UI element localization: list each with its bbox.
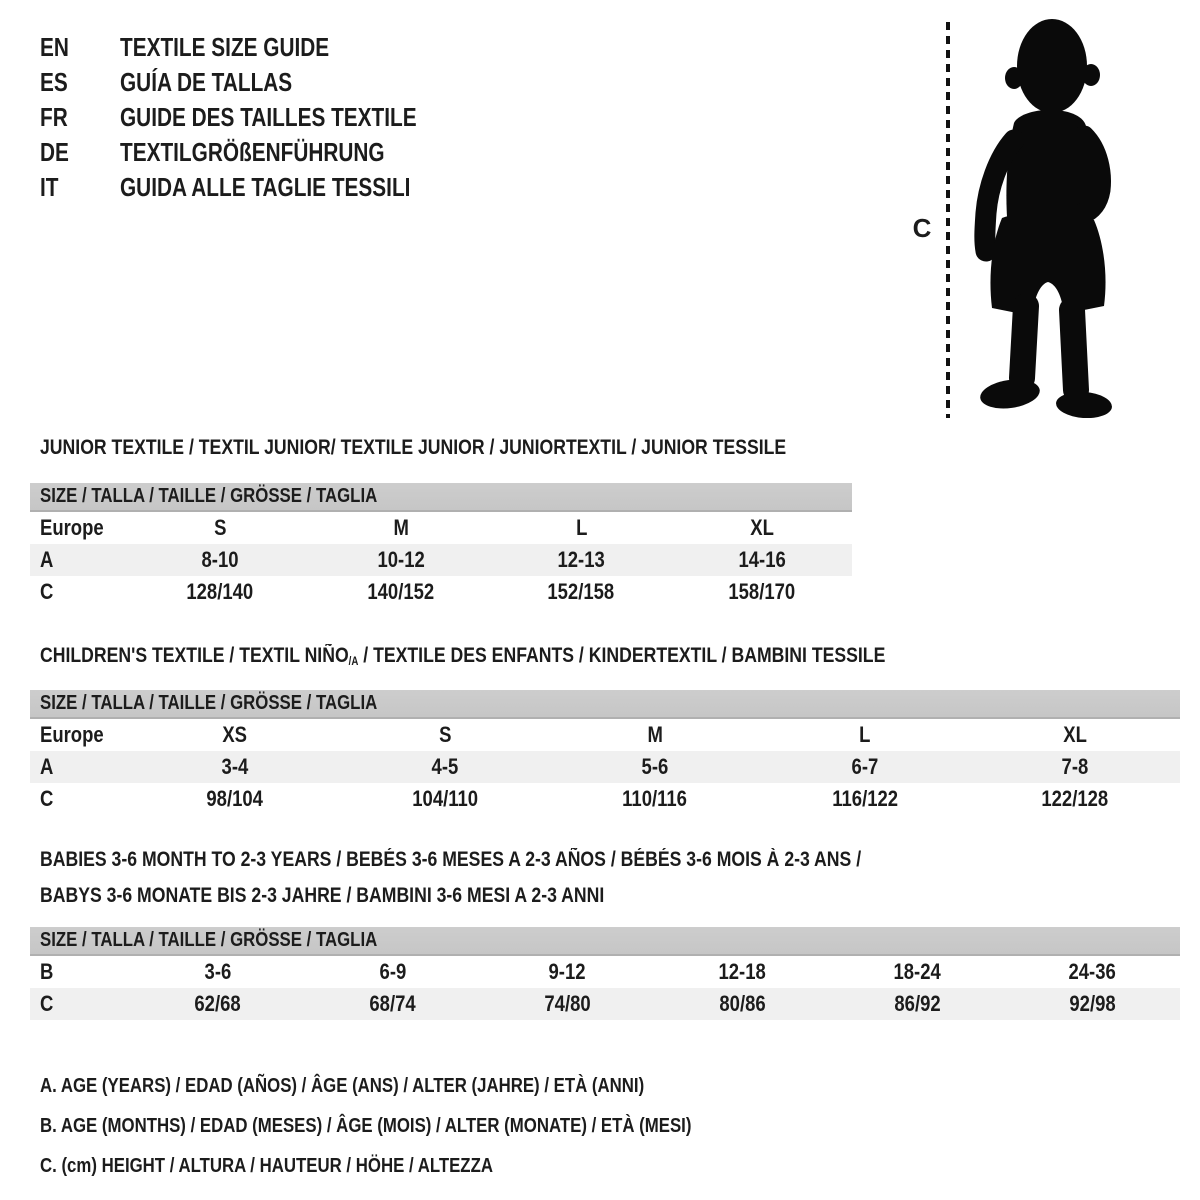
height-value: 62/68 xyxy=(194,991,241,1016)
junior-section-title xyxy=(40,436,928,460)
junior-height-row xyxy=(30,576,852,608)
column-header: XL xyxy=(1063,722,1087,747)
age-value: 7-8 xyxy=(1061,754,1089,779)
language-row xyxy=(40,100,491,135)
column-header: S xyxy=(438,722,452,747)
height-value: 158/170 xyxy=(728,579,796,604)
region-label: Europe xyxy=(40,722,104,747)
region-label: Europe xyxy=(40,515,104,540)
height-value: 104/110 xyxy=(412,786,478,811)
language-title-list xyxy=(40,30,491,205)
height-value: 86/92 xyxy=(894,991,941,1016)
height-value: 116/122 xyxy=(832,786,898,811)
age-value: 12-13 xyxy=(557,547,605,572)
measure-legend xyxy=(40,1066,816,1186)
age-value: 5-6 xyxy=(641,754,669,779)
height-value: 122/128 xyxy=(1041,786,1109,811)
months-value: 9-12 xyxy=(548,959,586,984)
size-header-label: SIZE / TALLA / TAILLE / GRÖSSE / TAGLIA xyxy=(40,929,378,951)
junior-section-title-text: JUNIOR TEXTILE / TEXTIL JUNIOR/ TEXTILE JUNIOR / JUNIORTEXTIL / JUNIOR TESSILE xyxy=(40,436,787,459)
column-header: XL xyxy=(749,515,774,540)
size-header-bar xyxy=(30,927,1180,956)
height-measure-dashed-line xyxy=(946,22,950,418)
size-header-bar xyxy=(30,483,852,512)
row-label: A xyxy=(40,547,54,572)
size-header-bar xyxy=(30,690,1180,719)
language-row xyxy=(40,65,491,100)
column-header: L xyxy=(575,515,587,540)
legend-line-c xyxy=(40,1146,816,1186)
height-value: 128/140 xyxy=(186,579,254,604)
size-header-label: SIZE / TALLA / TAILLE / GRÖSSE / TAGLIA xyxy=(40,485,378,507)
months-value: 6-9 xyxy=(379,959,406,984)
guide-title: GUIDA ALLE TAGLIE TESSILI xyxy=(120,172,411,202)
size-header-label: SIZE / TALLA / TAILLE / GRÖSSE / TAGLIA xyxy=(40,692,378,714)
babies-height-row xyxy=(30,988,1180,1020)
column-header: XS xyxy=(222,722,248,747)
junior-columns-row xyxy=(30,512,852,544)
column-header: M xyxy=(647,722,663,747)
legend-line-b xyxy=(40,1106,816,1146)
children-age-row xyxy=(30,751,1180,783)
row-label: C xyxy=(40,786,54,811)
guide-title: GUIDE DES TAILLES TEXTILE xyxy=(120,102,417,132)
toddler-silhouette-image xyxy=(962,18,1134,418)
row-label: C xyxy=(40,991,54,1016)
age-value: 10-12 xyxy=(377,547,425,572)
column-header: L xyxy=(859,722,871,747)
row-label: C xyxy=(40,579,54,604)
height-measure-label: C xyxy=(912,213,932,243)
language-row xyxy=(40,30,491,65)
height-value: 68/74 xyxy=(369,991,416,1016)
language-code: IT xyxy=(40,172,59,202)
age-value: 8-10 xyxy=(201,547,239,572)
height-value: 74/80 xyxy=(544,991,591,1016)
language-code: DE xyxy=(40,137,69,167)
children-table xyxy=(30,690,1180,815)
legend-text: C. (cm) HEIGHT / ALTURA / HAUTEUR / HÖHE / ALTEZZA xyxy=(40,1154,493,1177)
age-value: 3-4 xyxy=(221,754,249,779)
height-value: 110/116 xyxy=(622,786,688,811)
language-code: EN xyxy=(40,32,69,62)
children-section-title-text: CHILDREN'S TEXTILE / TEXTIL NIÑO xyxy=(40,644,349,667)
age-value: 6-7 xyxy=(851,754,879,779)
babies-title-line2: BABYS 3-6 MONATE BIS 2-3 JAHRE / BAMBINI 3-6 MESI A 2-3 ANNI xyxy=(40,884,605,907)
legend-text: B. AGE (MONTHS) / EDAD (MESES) / ÂGE (MOIS) / ALTER (MONATE) / ETÀ (MESI) xyxy=(40,1114,692,1137)
guide-title: TEXTILE SIZE GUIDE xyxy=(120,32,330,62)
row-label: B xyxy=(40,959,54,984)
guide-title: GUÍA DE TALLAS xyxy=(120,67,293,97)
age-value: 14-16 xyxy=(738,547,786,572)
months-value: 24-36 xyxy=(1068,959,1117,984)
height-value: 140/152 xyxy=(367,579,435,604)
height-value: 152/158 xyxy=(547,579,615,604)
children-height-row xyxy=(30,783,1180,815)
children-title-suffix: /A xyxy=(348,655,359,668)
babies-title-line1: BABIES 3-6 MONTH TO 2-3 YEARS / BEBÉS 3-6 MESES A 2-3 AÑOS / BÉBÉS 3-6 MOIS À 2-3 ANS / xyxy=(40,848,862,871)
language-code: ES xyxy=(40,67,68,97)
language-row xyxy=(40,135,491,170)
children-section-title xyxy=(40,644,1046,668)
language-code: FR xyxy=(40,102,68,132)
height-value: 98/104 xyxy=(206,786,264,811)
age-value: 4-5 xyxy=(431,754,459,779)
height-value: 92/98 xyxy=(1069,991,1116,1016)
legend-text: A. AGE (YEARS) / EDAD (AÑOS) / ÂGE (ANS) / ALTER (JAHRE) / ETÀ (ANNI) xyxy=(40,1074,645,1097)
babies-months-row xyxy=(30,956,1180,988)
guide-title: TEXTILGRÖßENFÜHRUNG xyxy=(120,137,385,167)
babies-table xyxy=(30,927,1180,1020)
months-value: 12-18 xyxy=(718,959,767,984)
language-row xyxy=(40,170,491,205)
children-columns-row xyxy=(30,719,1180,751)
children-section-title-rest: / TEXTILE DES ENFANTS / KINDERTEXTIL / BAMBINI TESSILE xyxy=(358,644,886,667)
legend-line-a xyxy=(40,1066,816,1106)
junior-table xyxy=(30,483,852,608)
column-header: M xyxy=(393,515,409,540)
row-label: A xyxy=(40,754,54,779)
height-value: 80/86 xyxy=(719,991,766,1016)
babies-section-title xyxy=(40,842,1018,914)
months-value: 3-6 xyxy=(204,959,231,984)
junior-age-row xyxy=(30,544,852,576)
months-value: 18-24 xyxy=(893,959,942,984)
column-header: S xyxy=(214,515,227,540)
